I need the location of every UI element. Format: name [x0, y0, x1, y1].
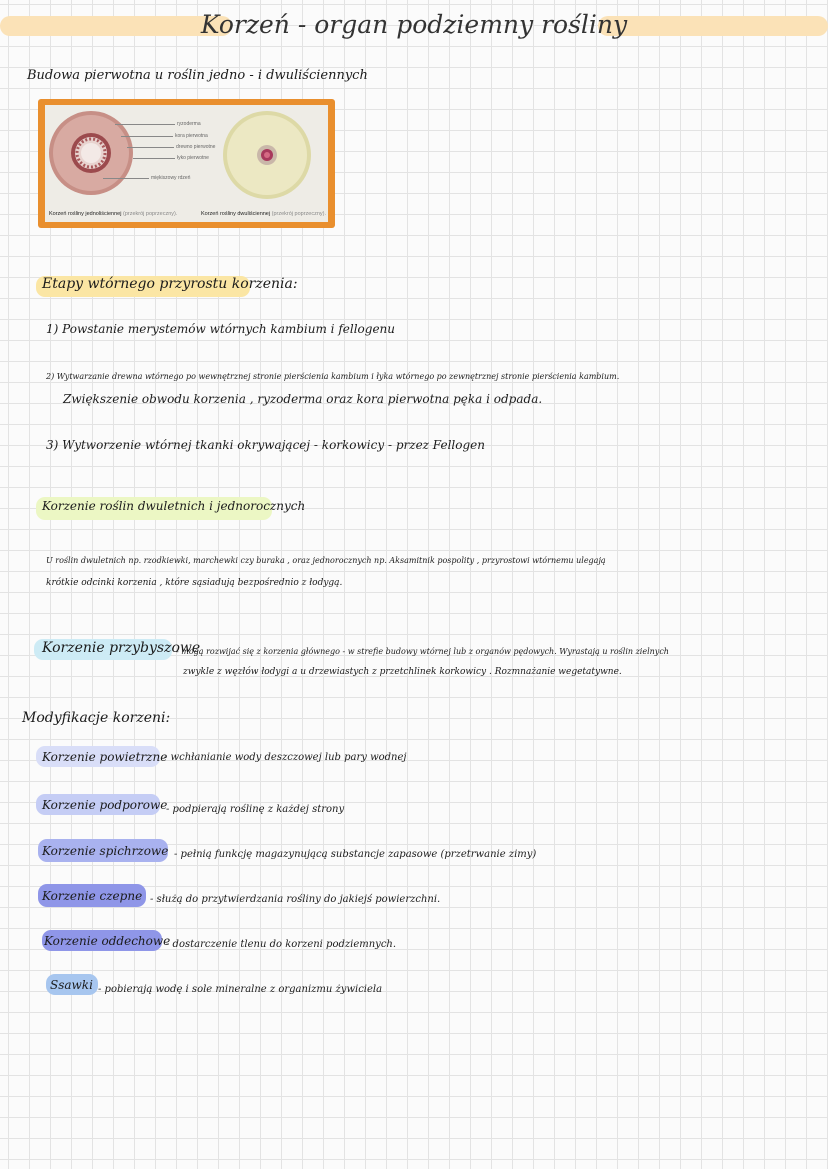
section4-line-1: - mogą rozwijać się z korzenia głównego - w strefie budowy wtórnej lub z organów pędowych. Wyrastają u roślin zielnych	[176, 647, 669, 656]
mod-desc-czepne: - służą do przytwierdzania rośliny do jakiejś powierzchni.	[150, 894, 441, 905]
root-cross-section-figure	[38, 99, 335, 228]
label-leader-2	[121, 136, 173, 137]
section5-heading: Modyfikacje korzeni:	[22, 710, 171, 726]
mod-name-podporowe: Korzenie podporowe	[42, 798, 168, 812]
mod-desc-powietrzne: - wchłanianie wody deszczowej lub pary wodnej	[164, 752, 407, 763]
section2-item-1: 1) Powstanie merystemów wtórnych kambium i fellogenu	[46, 322, 396, 336]
figure-photo	[45, 105, 328, 222]
label-rdzen: miękiszowy rdzeń	[151, 175, 191, 181]
label-leader-1	[115, 124, 175, 125]
section2-item-2: 2) Wytwarzanie drewna wtórnego po wewnętrznej stronie pierścienia kambium i łyka wtórnego po zewnętrznej stronie pierścienia kambium.	[46, 372, 620, 381]
label-kora-pierwotna: kora pierwotna	[175, 133, 208, 139]
label-drewno-pierwotne: drewno pierwotne	[176, 144, 216, 150]
label-lyko-pierwotne: łyko pierwotne	[177, 155, 209, 161]
mod-desc-oddechowe: - dostarczenie tlenu do korzeni podziemnych.	[166, 939, 397, 950]
section2-heading: Etapy wtórnego przyrostu korzenia:	[42, 276, 298, 292]
mod-desc-podporowe: - podpierają roślinę z każdej strony	[166, 804, 345, 815]
mod-name-ssawki: Ssawki	[50, 978, 93, 992]
section3-line-1: U roślin dwuletnich np. rzodkiewki, marchewki czy buraka , oraz jednorocznych np. Aksamitnik pospolity , przyrostowi wtórnemu ulegają	[46, 556, 606, 565]
section4-line-2: zwykle z węzłów łodygi a u drzewiastych z przetchlinek korkowicy . Rozmnażanie wegetatywne.	[183, 667, 622, 677]
mod-desc-ssawki: - pobierają wodę i sole mineralne z organizmu żywiciela	[98, 984, 383, 995]
section3-heading: Korzenie roślin dwuletnich i jednorocznych	[42, 499, 306, 513]
section1-heading: Budowa pierwotna u roślin jedno - i dwuliściennych	[27, 68, 368, 83]
section3-line-2: krótkie odcinki korzenia , które sąsiadują bezpośrednio z łodygą.	[46, 578, 343, 588]
mod-name-czepne: Korzenie czepne	[42, 889, 143, 903]
section4-heading: Korzenie przybyszowe	[42, 640, 201, 656]
section2-item-3: 3) Wytworzenie wtórnej tkanki okrywającej - korkowicy - przez Fellogen	[46, 438, 485, 452]
mod-name-oddechowe: Korzenie oddechowe	[44, 934, 171, 948]
caption-monocot: Korzeń rośliny jednoliściennej (przekrój poprzeczny).	[49, 211, 178, 217]
page-title: Korzeń - organ podziemny rośliny	[200, 10, 628, 39]
label-leader-4	[133, 158, 175, 159]
caption-dicot: Korzeń rośliny dwuliściennej (przekrój poprzeczny).	[201, 211, 327, 217]
mod-name-powietrzne: Korzenie powietrzne	[42, 750, 168, 764]
mod-desc-spichrzowe: - pełnią funkcję magazynującą substancje zapasowe (przetrwanie zimy)	[174, 849, 537, 860]
label-leader-5	[103, 178, 149, 179]
mod-name-spichrzowe: Korzenie spichrzowe	[42, 844, 169, 858]
section2-item-2-continued: Zwiększenie obwodu korzenia , ryzoderma oraz kora pierwotna pęka i odpada.	[63, 392, 543, 406]
label-ryzoderma: ryzoderma	[177, 121, 201, 127]
label-leader-3	[127, 147, 174, 148]
